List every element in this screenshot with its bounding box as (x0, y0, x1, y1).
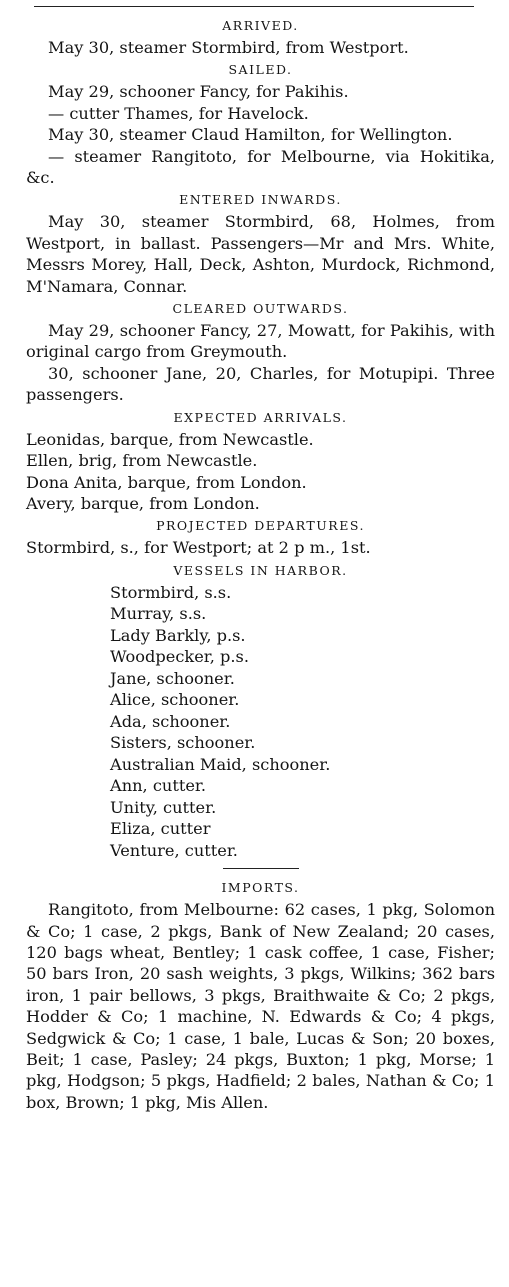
vessels-in-harbor-heading: VESSELS IN HARBOR. (173, 562, 348, 578)
vessel-entry: Ann, cutter. (110, 776, 207, 796)
cleared-outwards-entry: 30, schooner Jane, 20, Charles, for Motupipi. Three passengers. (26, 363, 495, 405)
vessel-entry: Alice, schooner. (110, 690, 240, 710)
vessel-entry: Murray, s.s. (110, 604, 207, 624)
vessel-entry: Unity, cutter. (110, 797, 217, 817)
section-divider (223, 868, 299, 869)
projected-departure-entry: Stormbird, s., for Westport; at 2 p m., 1st. (26, 538, 371, 558)
expected-arrival-entry: Leonidas, barque, from Newcastle. (26, 429, 314, 449)
sailed-entry: — steamer Rangitoto, for Melbourne, via Hokitika, &c. (26, 146, 495, 188)
expected-arrivals-heading: EXPECTED ARRIVALS. (173, 409, 348, 425)
entered-inwards-entry: May 30, steamer Stormbird, 68, Holmes, from Westport, in ballast. Passengers—Mr and Mrs. White, Messrs Morey, Hall, Deck, Ashton, Murdock, Richmond, M'Namara, Connar. (26, 212, 495, 296)
vessel-entry: Eliza, cutter (110, 819, 211, 839)
top-rule (34, 6, 474, 7)
sailed-entry: May 29, schooner Fancy, for Pakihis. (48, 82, 349, 102)
entered-inwards-heading: ENTERED INWARDS. (179, 192, 342, 208)
arrived-heading: ARRIVED. (222, 18, 299, 33)
projected-departures-heading: PROJECTED DEPARTURES. (156, 518, 365, 534)
sailed-heading: SAILED. (228, 62, 293, 78)
expected-arrival-entry: Dona Anita, barque, from London. (26, 472, 307, 492)
vessel-entry: Woodpecker, p.s. (110, 647, 249, 667)
expected-arrival-entry: Ellen, brig, from Newcastle. (26, 451, 258, 471)
vessel-entry: Jane, schooner. (110, 668, 235, 688)
vessel-entry: Lady Barkly, p.s. (110, 625, 246, 645)
imports-heading: IMPORTS. (221, 880, 300, 896)
vessel-entry: Australian Maid, schooner. (110, 754, 331, 774)
arrived-entry: May 30, steamer Stormbird, from Westport. (48, 38, 409, 57)
vessel-entry: Ada, schooner. (110, 711, 231, 731)
vessel-entry: Sisters, schooner. (110, 733, 256, 753)
vessel-entry: Venture, cutter. (110, 840, 238, 860)
shipping-intelligence (26, 0, 495, 1113)
cleared-outwards-entry: May 29, schooner Fancy, 27, Mowatt, for Pakihis, with original cargo from Greymouth. (26, 321, 495, 362)
cleared-outwards-heading: CLEARED OUTWARDS. (172, 301, 349, 317)
sailed-entry: — cutter Thames, for Havelock. (48, 103, 309, 123)
sailed-entry: May 30, steamer Claud Hamilton, for Wellington. (48, 125, 453, 145)
imports-entry: Rangitoto, from Melbourne: 62 cases, 1 pkg, Solomon & Co; 1 case, 2 pkgs, Bank of New Zealand; 20 cases, 120 bags wheat, Bentley; 1 cask coffee, 1 case, Fisher; 50 bars Iron, 20 sash weights, 3 pkgs, Wilkins; 362 bars iron, 1 pair bellows, 3 pkgs, Braithwaite & Co; 2 pkgs, Hodder & Co; 1 machine, N. Edwards & Co; 4 pkgs, Sedgwick & Co; 1 case, 1 bale, Lucas & Son; 20 boxes, Beit; 1 case, Pasley; 24 pkgs, Buxton; 1 pkg, Morse; 1 pkg, Hodgson; 5 pkgs, Hadfield; 2 bales, Nathan & Co; 1 box, Brown; 1 pkg, Mis Allen. (26, 900, 495, 1112)
expected-arrival-entry: Avery, barque, from London. (26, 493, 260, 513)
vessel-entry: Stormbird, s.s. (110, 582, 232, 602)
